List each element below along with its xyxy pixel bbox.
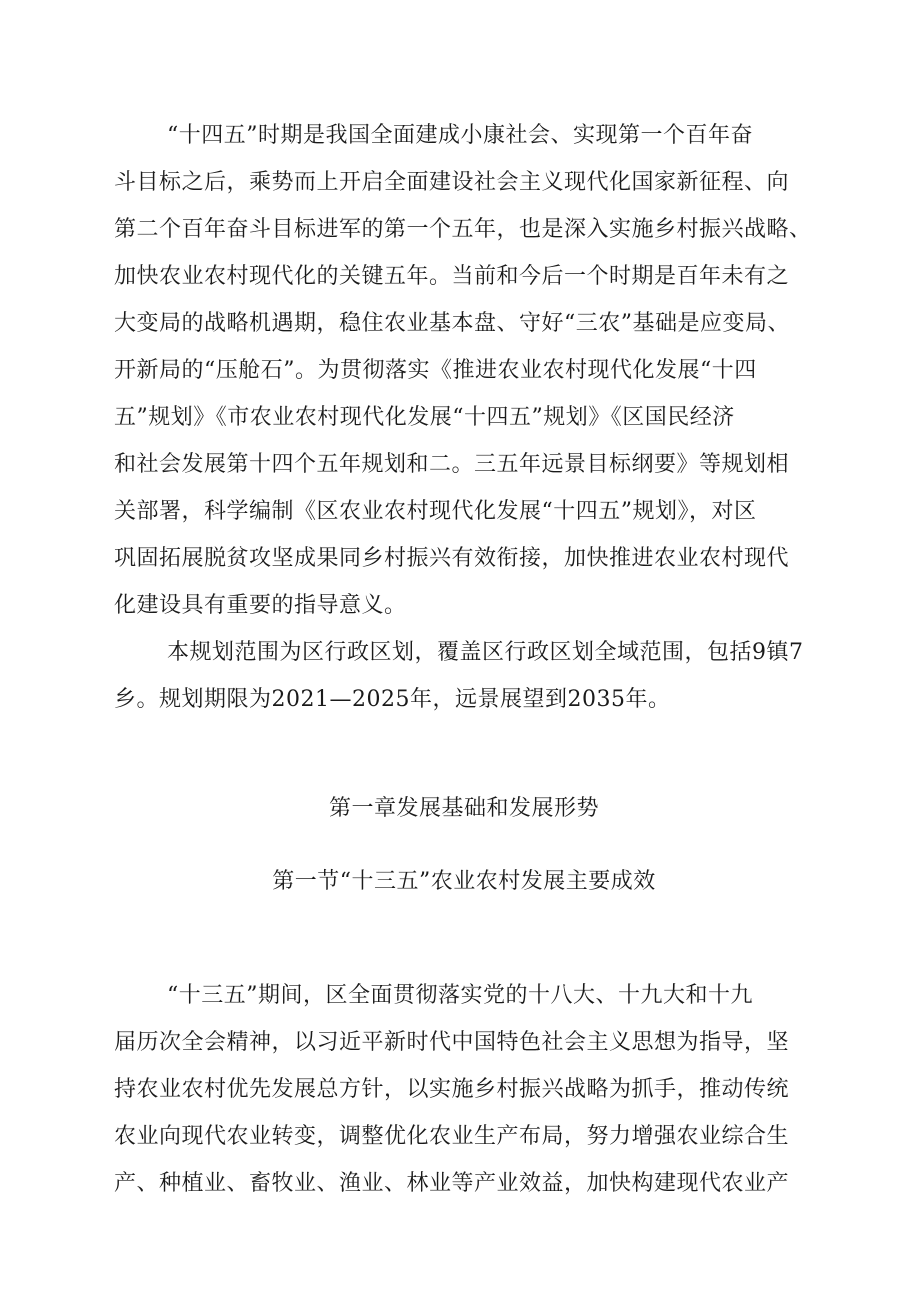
paragraph-scope <box>114 629 814 723</box>
paragraph-achievements <box>114 972 814 1207</box>
document-body <box>114 112 814 1207</box>
text-line: 大变局的战略机遇期，稳住农业基本盘、守好“三农”基础是应变局、 <box>114 311 790 336</box>
text-line: 化建设具有重要的指导意义。 <box>114 593 407 618</box>
text-line: 巩固拓展脱贫攻坚成果同乡村振兴有效衔接，加快推进农业农村现代 <box>114 546 790 571</box>
paragraph-intro <box>114 112 814 629</box>
chapter-heading: 第一章发展基础和发展形势 <box>328 796 599 821</box>
section-heading: 第一节“十三五”农业农村发展主要成效 <box>272 869 656 894</box>
text-line: 五”规划》《市农业农村现代化发展“十四五”规划》《区国民经济 <box>114 405 735 430</box>
text-line: “十四五”时期是我国全面建成小康社会、实现第一个百年奋 <box>167 123 753 148</box>
text-line: “十三五”期间，区全面贯彻落实党的十八大、十九大和十九 <box>167 983 753 1008</box>
text-line: 和社会发展第十四个五年规划和二。三五年远景目标纲要》等规划相 <box>114 452 790 477</box>
text-line: 斗目标之后，乘势而上开启全面建设社会主义现代化国家新征程、向 <box>114 170 790 195</box>
text-line: 乡。规划期限为2021—2025年，远景展望到2035年。 <box>114 687 671 712</box>
text-line: 开新局的“压舱石”。为贯彻落实《推进农业农村现代化发展“十四 <box>114 358 757 383</box>
text-line: 关部署，科学编制《区农业农村现代化发展“十四五”规划》，对区 <box>114 499 757 524</box>
text-line: 第二个百年奋斗目标进军的第一个五年，也是深入实施乡村振兴战略、 <box>114 217 812 242</box>
text-line: 加快农业农村现代化的关键五年。当前和今后一个时期是百年未有之 <box>114 264 790 289</box>
text-line: 持农业农村优先发展总方针，以实施乡村振兴战略为抓手，推动传统 <box>114 1077 790 1102</box>
text-line: 产、种植业、畜牧业、渔业、林业等产业效益，加快构建现代农业产 <box>114 1171 790 1196</box>
text-line: 本规划范围为区行政区划，覆盖区行政区划全域范围，包括9镇7 <box>167 640 804 665</box>
text-line: 农业向现代农业转变，调整优化农业生产布局，努力增强农业综合生 <box>114 1124 790 1149</box>
text-line: 届历次全会精神，以习近平新时代中国特色社会主义思想为指导，坚 <box>114 1030 790 1055</box>
